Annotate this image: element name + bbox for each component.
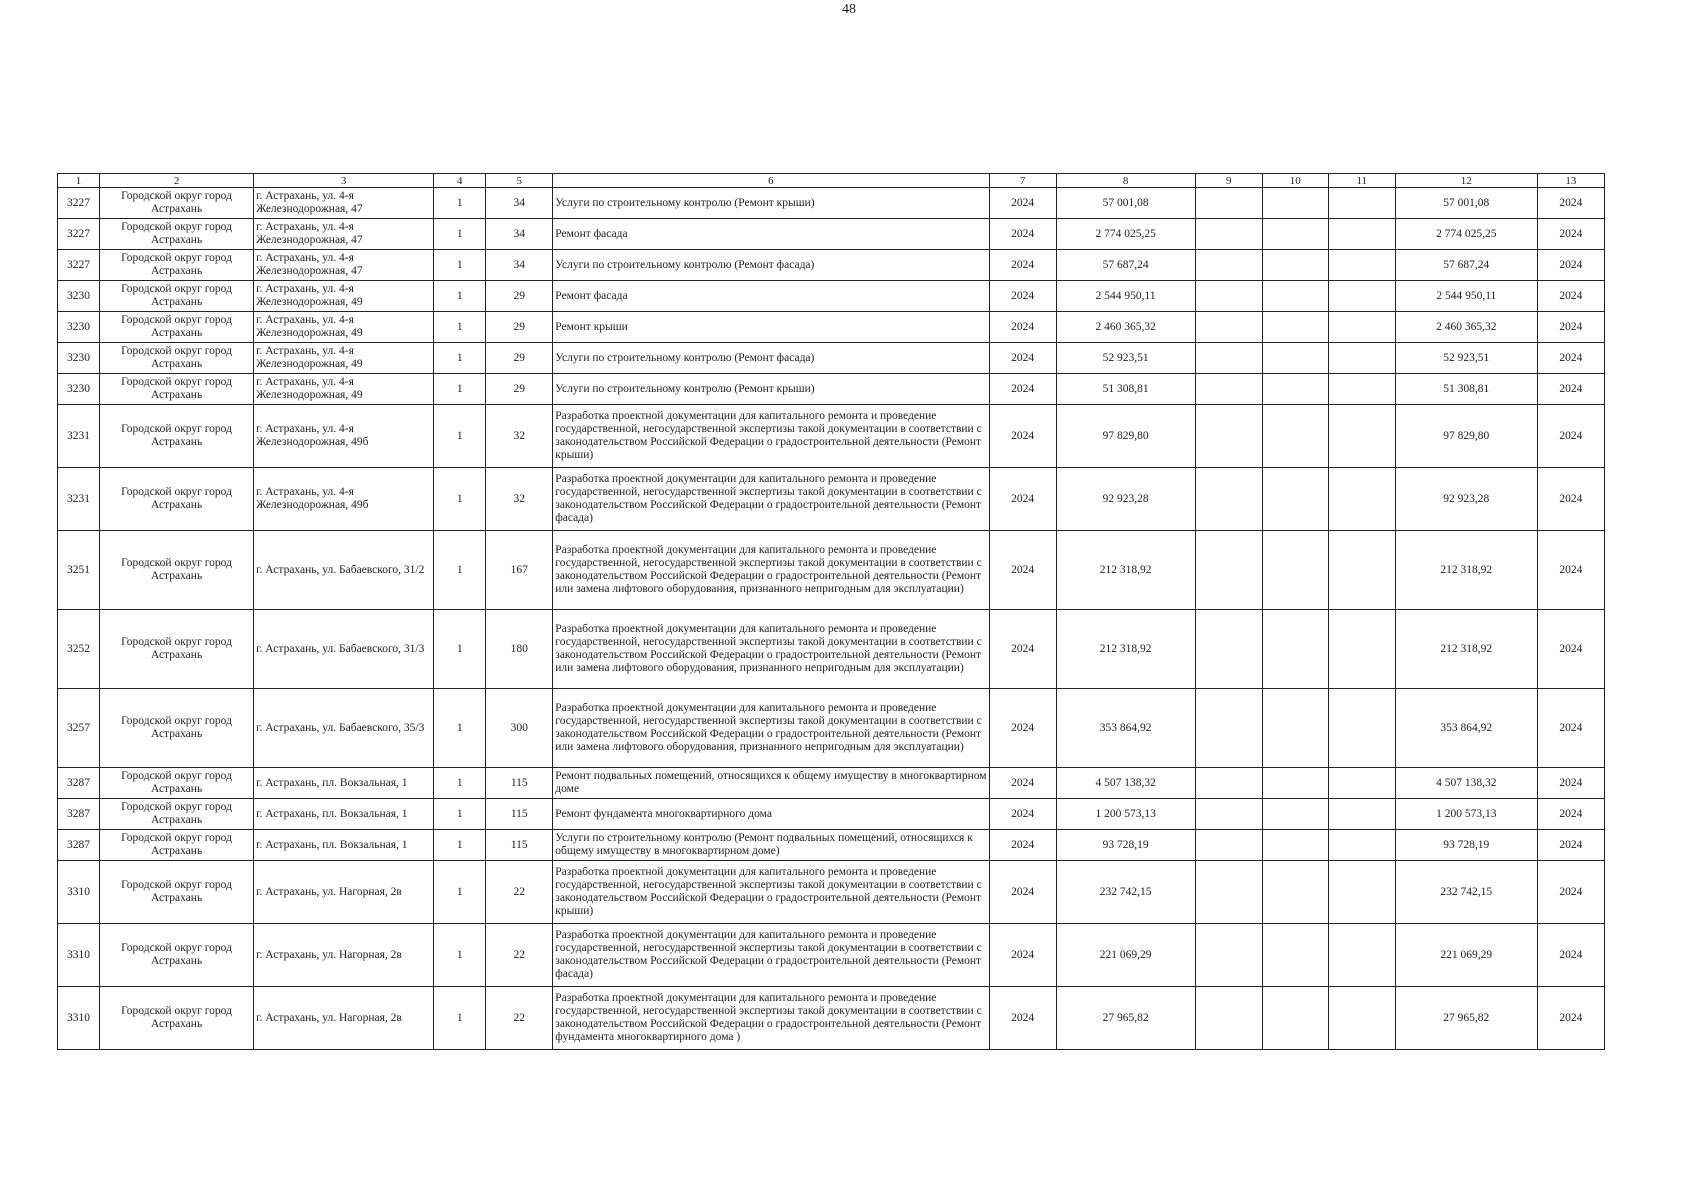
- column-header: 13: [1537, 174, 1604, 188]
- year-cell: 2024: [989, 768, 1056, 799]
- column-header: 1: [58, 174, 100, 188]
- total-cost-cell: 212 318,92: [1395, 610, 1537, 689]
- col-5-value-cell: 34: [486, 188, 553, 219]
- address-cell: г. Астрахань, пл. Вокзальная, 1: [254, 830, 434, 861]
- col-11-value-cell: [1328, 610, 1395, 689]
- table-header: [58, 174, 1605, 188]
- table-row: [58, 405, 1605, 468]
- year-cell: 2024: [989, 689, 1056, 768]
- year-cell: 2024: [989, 312, 1056, 343]
- cost-cell: 353 864,92: [1056, 689, 1195, 768]
- municipality-cell: Городской округ город Астрахань: [100, 219, 254, 250]
- work-description-cell: Разработка проектной документации для капитального ремонта и проведение государственной, негосударственной экспертизы такой документации в соответствии с законодательством Российской Федерации о градостроительной деятельности (Ремонт или замена лифтового оборудования, признанного непригодным для эксплуатации): [553, 610, 989, 689]
- cost-cell: 232 742,15: [1056, 861, 1195, 924]
- completion-year-cell: 2024: [1537, 188, 1604, 219]
- completion-year-cell: 2024: [1537, 830, 1604, 861]
- col-9-value-cell: [1195, 405, 1262, 468]
- total-cost-cell: 2 460 365,32: [1395, 312, 1537, 343]
- cost-cell: 51 308,81: [1056, 374, 1195, 405]
- work-description-cell: Разработка проектной документации для капитального ремонта и проведение государственной, негосударственной экспертизы такой документации в соответствии с законодательством Российской Федерации о градостроительной деятельности (Ремонт фундамента многоквартирного дома ): [553, 987, 989, 1050]
- col-11-value-cell: [1328, 250, 1395, 281]
- page-number: 48: [842, 2, 856, 17]
- work-description-cell: Услуги по строительному контролю (Ремонт подвальных помещений, относящихся к общему имуществу в многоквартирном доме): [553, 830, 989, 861]
- col-10-value-cell: [1262, 188, 1328, 219]
- work-description-cell: Разработка проектной документации для капитального ремонта и проведение государственной, негосударственной экспертизы такой документации в соответствии с законодательством Российской Федерации о градостроительной деятельности (Ремонт фасада): [553, 468, 989, 531]
- col-4-value-cell: 1: [434, 343, 486, 374]
- completion-year-cell: 2024: [1537, 219, 1604, 250]
- col-9-value-cell: [1195, 343, 1262, 374]
- col-9-value-cell: [1195, 924, 1262, 987]
- col-5-value-cell: 32: [486, 468, 553, 531]
- total-cost-cell: 92 923,28: [1395, 468, 1537, 531]
- work-description-cell: Разработка проектной документации для капитального ремонта и проведение государственной, негосударственной экспертизы такой документации в соответствии с законодательством Российской Федерации о градостроительной деятельности (Ремонт фасада): [553, 924, 989, 987]
- col-11-value-cell: [1328, 689, 1395, 768]
- col-4-value-cell: 1: [434, 768, 486, 799]
- col-9-value-cell: [1195, 799, 1262, 830]
- col-11-value-cell: [1328, 374, 1395, 405]
- total-cost-cell: 57 001,08: [1395, 188, 1537, 219]
- col-10-value-cell: [1262, 219, 1328, 250]
- work-description-cell: Услуги по строительному контролю (Ремонт фасада): [553, 343, 989, 374]
- col-11-value-cell: [1328, 924, 1395, 987]
- municipality-cell: Городской округ город Астрахань: [100, 799, 254, 830]
- cost-cell: 97 829,80: [1056, 405, 1195, 468]
- col-11-value-cell: [1328, 768, 1395, 799]
- col-4-value-cell: 1: [434, 799, 486, 830]
- year-cell: 2024: [989, 374, 1056, 405]
- col-10-value-cell: [1262, 689, 1328, 768]
- table-row: [58, 799, 1605, 830]
- address-cell: г. Астрахань, пл. Вокзальная, 1: [254, 768, 434, 799]
- col-5-value-cell: 32: [486, 405, 553, 468]
- col-11-value-cell: [1328, 861, 1395, 924]
- row-number-cell: 3287: [58, 830, 100, 861]
- col-4-value-cell: 1: [434, 281, 486, 312]
- table-row: [58, 987, 1605, 1050]
- table-row: [58, 312, 1605, 343]
- table-row: [58, 689, 1605, 768]
- col-4-value-cell: 1: [434, 405, 486, 468]
- address-cell: г. Астрахань, ул. 4-я Железнодорожная, 47: [254, 188, 434, 219]
- col-5-value-cell: 300: [486, 689, 553, 768]
- year-cell: 2024: [989, 924, 1056, 987]
- col-9-value-cell: [1195, 312, 1262, 343]
- table-row: [58, 861, 1605, 924]
- col-5-value-cell: 29: [486, 281, 553, 312]
- column-header: 4: [434, 174, 486, 188]
- col-9-value-cell: [1195, 281, 1262, 312]
- municipality-cell: Городской округ город Астрахань: [100, 250, 254, 281]
- cost-cell: 2 544 950,11: [1056, 281, 1195, 312]
- municipality-cell: Городской округ город Астрахань: [100, 374, 254, 405]
- completion-year-cell: 2024: [1537, 281, 1604, 312]
- address-cell: г. Астрахань, ул. Нагорная, 2в: [254, 924, 434, 987]
- address-cell: г. Астрахань, ул. 4-я Железнодорожная, 49: [254, 343, 434, 374]
- total-cost-cell: 232 742,15: [1395, 861, 1537, 924]
- work-description-cell: Ремонт фасада: [553, 281, 989, 312]
- col-9-value-cell: [1195, 610, 1262, 689]
- year-cell: 2024: [989, 861, 1056, 924]
- col-4-value-cell: 1: [434, 861, 486, 924]
- row-number-cell: 3310: [58, 924, 100, 987]
- table-row: [58, 188, 1605, 219]
- col-5-value-cell: 34: [486, 219, 553, 250]
- col-9-value-cell: [1195, 531, 1262, 610]
- year-cell: 2024: [989, 531, 1056, 610]
- work-description-cell: Ремонт подвальных помещений, относящихся к общему имуществу в многоквартирном доме: [553, 768, 989, 799]
- year-cell: 2024: [989, 987, 1056, 1050]
- cost-cell: 92 923,28: [1056, 468, 1195, 531]
- municipality-cell: Городской округ город Астрахань: [100, 830, 254, 861]
- col-4-value-cell: 1: [434, 312, 486, 343]
- table-body: [58, 188, 1605, 1050]
- completion-year-cell: 2024: [1537, 861, 1604, 924]
- row-number-cell: 3227: [58, 188, 100, 219]
- municipality-cell: Городской округ город Астрахань: [100, 987, 254, 1050]
- col-11-value-cell: [1328, 799, 1395, 830]
- address-cell: г. Астрахань, ул. Нагорная, 2в: [254, 987, 434, 1050]
- col-5-value-cell: 22: [486, 861, 553, 924]
- work-description-cell: Разработка проектной документации для капитального ремонта и проведение государственной, негосударственной экспертизы такой документации в соответствии с законодательством Российской Федерации о градостроительной деятельности (Ремонт крыши): [553, 405, 989, 468]
- row-number-cell: 3230: [58, 281, 100, 312]
- table-row: [58, 250, 1605, 281]
- address-cell: г. Астрахань, ул. 4-я Железнодорожная, 49: [254, 312, 434, 343]
- work-description-cell: Услуги по строительному контролю (Ремонт крыши): [553, 188, 989, 219]
- col-5-value-cell: 22: [486, 987, 553, 1050]
- col-10-value-cell: [1262, 312, 1328, 343]
- row-number-cell: 3231: [58, 468, 100, 531]
- year-cell: 2024: [989, 468, 1056, 531]
- cost-cell: 27 965,82: [1056, 987, 1195, 1050]
- col-4-value-cell: 1: [434, 374, 486, 405]
- cost-cell: 221 069,29: [1056, 924, 1195, 987]
- col-9-value-cell: [1195, 768, 1262, 799]
- col-10-value-cell: [1262, 343, 1328, 374]
- cost-cell: 93 728,19: [1056, 830, 1195, 861]
- completion-year-cell: 2024: [1537, 610, 1604, 689]
- col-11-value-cell: [1328, 405, 1395, 468]
- year-cell: 2024: [989, 219, 1056, 250]
- row-number-cell: 3287: [58, 799, 100, 830]
- col-10-value-cell: [1262, 374, 1328, 405]
- address-cell: г. Астрахань, ул. Бабаевского, 31/2: [254, 531, 434, 610]
- address-cell: г. Астрахань, ул. 4-я Железнодорожная, 47: [254, 219, 434, 250]
- municipality-cell: Городской округ город Астрахань: [100, 768, 254, 799]
- cost-cell: 2 460 365,32: [1056, 312, 1195, 343]
- total-cost-cell: 353 864,92: [1395, 689, 1537, 768]
- year-cell: 2024: [989, 281, 1056, 312]
- address-cell: г. Астрахань, ул. 4-я Железнодорожная, 49: [254, 281, 434, 312]
- col-10-value-cell: [1262, 250, 1328, 281]
- work-description-cell: Ремонт фундамента многоквартирного дома: [553, 799, 989, 830]
- total-cost-cell: 2 774 025,25: [1395, 219, 1537, 250]
- col-11-value-cell: [1328, 343, 1395, 374]
- col-10-value-cell: [1262, 768, 1328, 799]
- work-description-cell: Ремонт крыши: [553, 312, 989, 343]
- work-description-cell: Ремонт фасада: [553, 219, 989, 250]
- total-cost-cell: 1 200 573,13: [1395, 799, 1537, 830]
- completion-year-cell: 2024: [1537, 405, 1604, 468]
- col-10-value-cell: [1262, 924, 1328, 987]
- col-10-value-cell: [1262, 861, 1328, 924]
- municipality-cell: Городской округ город Астрахань: [100, 610, 254, 689]
- header-row: [58, 174, 1605, 188]
- cost-cell: 2 774 025,25: [1056, 219, 1195, 250]
- row-number-cell: 3231: [58, 405, 100, 468]
- col-4-value-cell: 1: [434, 830, 486, 861]
- row-number-cell: 3251: [58, 531, 100, 610]
- work-description-cell: Разработка проектной документации для капитального ремонта и проведение государственной, негосударственной экспертизы такой документации в соответствии с законодательством Российской Федерации о градостроительной деятельности (Ремонт крыши): [553, 861, 989, 924]
- completion-year-cell: 2024: [1537, 374, 1604, 405]
- col-10-value-cell: [1262, 610, 1328, 689]
- col-9-value-cell: [1195, 250, 1262, 281]
- address-cell: г. Астрахань, ул. 4-я Железнодорожная, 49б: [254, 468, 434, 531]
- column-header: 9: [1195, 174, 1262, 188]
- cost-cell: 212 318,92: [1056, 610, 1195, 689]
- col-4-value-cell: 1: [434, 250, 486, 281]
- repair-program-table: [57, 173, 1605, 1050]
- completion-year-cell: 2024: [1537, 343, 1604, 374]
- col-10-value-cell: [1262, 405, 1328, 468]
- col-5-value-cell: 22: [486, 924, 553, 987]
- col-5-value-cell: 115: [486, 830, 553, 861]
- table-row: [58, 219, 1605, 250]
- completion-year-cell: 2024: [1537, 468, 1604, 531]
- address-cell: г. Астрахань, ул. 4-я Железнодорожная, 49б: [254, 405, 434, 468]
- col-5-value-cell: 115: [486, 799, 553, 830]
- col-11-value-cell: [1328, 987, 1395, 1050]
- col-4-value-cell: 1: [434, 610, 486, 689]
- municipality-cell: Городской округ город Астрахань: [100, 924, 254, 987]
- year-cell: 2024: [989, 610, 1056, 689]
- row-number-cell: 3310: [58, 861, 100, 924]
- col-11-value-cell: [1328, 830, 1395, 861]
- total-cost-cell: 221 069,29: [1395, 924, 1537, 987]
- col-10-value-cell: [1262, 468, 1328, 531]
- year-cell: 2024: [989, 343, 1056, 374]
- row-number-cell: 3287: [58, 768, 100, 799]
- column-header: 10: [1262, 174, 1328, 188]
- year-cell: 2024: [989, 188, 1056, 219]
- row-number-cell: 3230: [58, 374, 100, 405]
- municipality-cell: Городской округ город Астрахань: [100, 468, 254, 531]
- table-row: [58, 768, 1605, 799]
- col-5-value-cell: 29: [486, 343, 553, 374]
- col-5-value-cell: 180: [486, 610, 553, 689]
- row-number-cell: 3252: [58, 610, 100, 689]
- column-header: 6: [553, 174, 989, 188]
- table-row: [58, 924, 1605, 987]
- row-number-cell: 3310: [58, 987, 100, 1050]
- total-cost-cell: 2 544 950,11: [1395, 281, 1537, 312]
- col-11-value-cell: [1328, 281, 1395, 312]
- cost-cell: 57 687,24: [1056, 250, 1195, 281]
- work-description-cell: Разработка проектной документации для капитального ремонта и проведение государственной, негосударственной экспертизы такой документации в соответствии с законодательством Российской Федерации о градостроительной деятельности (Ремонт или замена лифтового оборудования, признанного непригодным для эксплуатации): [553, 689, 989, 768]
- address-cell: г. Астрахань, ул. Нагорная, 2в: [254, 861, 434, 924]
- work-description-cell: Услуги по строительному контролю (Ремонт крыши): [553, 374, 989, 405]
- col-4-value-cell: 1: [434, 924, 486, 987]
- total-cost-cell: 93 728,19: [1395, 830, 1537, 861]
- col-9-value-cell: [1195, 830, 1262, 861]
- cost-cell: 212 318,92: [1056, 531, 1195, 610]
- completion-year-cell: 2024: [1537, 768, 1604, 799]
- col-4-value-cell: 1: [434, 468, 486, 531]
- table-row: [58, 374, 1605, 405]
- municipality-cell: Городской округ город Астрахань: [100, 689, 254, 768]
- col-10-value-cell: [1262, 987, 1328, 1050]
- column-header: 2: [100, 174, 254, 188]
- municipality-cell: Городской округ город Астрахань: [100, 531, 254, 610]
- col-11-value-cell: [1328, 468, 1395, 531]
- municipality-cell: Городской округ город Астрахань: [100, 312, 254, 343]
- municipality-cell: Городской округ город Астрахань: [100, 281, 254, 312]
- address-cell: г. Астрахань, пл. Вокзальная, 1: [254, 799, 434, 830]
- col-9-value-cell: [1195, 987, 1262, 1050]
- table-row: [58, 343, 1605, 374]
- cost-cell: 52 923,51: [1056, 343, 1195, 374]
- table-row: [58, 468, 1605, 531]
- completion-year-cell: 2024: [1537, 531, 1604, 610]
- cost-cell: 57 001,08: [1056, 188, 1195, 219]
- work-description-cell: Разработка проектной документации для капитального ремонта и проведение государственной, негосударственной экспертизы такой документации в соответствии с законодательством Российской Федерации о градостроительной деятельности (Ремонт или замена лифтового оборудования, признанного непригодным для эксплуатации): [553, 531, 989, 610]
- completion-year-cell: 2024: [1537, 924, 1604, 987]
- total-cost-cell: 27 965,82: [1395, 987, 1537, 1050]
- column-header: 5: [486, 174, 553, 188]
- completion-year-cell: 2024: [1537, 312, 1604, 343]
- address-cell: г. Астрахань, ул. 4-я Железнодорожная, 47: [254, 250, 434, 281]
- col-4-value-cell: 1: [434, 689, 486, 768]
- col-4-value-cell: 1: [434, 219, 486, 250]
- year-cell: 2024: [989, 405, 1056, 468]
- year-cell: 2024: [989, 830, 1056, 861]
- completion-year-cell: 2024: [1537, 250, 1604, 281]
- row-number-cell: 3227: [58, 219, 100, 250]
- table-row: [58, 830, 1605, 861]
- row-number-cell: 3227: [58, 250, 100, 281]
- col-4-value-cell: 1: [434, 531, 486, 610]
- col-11-value-cell: [1328, 312, 1395, 343]
- work-description-cell: Услуги по строительному контролю (Ремонт фасада): [553, 250, 989, 281]
- address-cell: г. Астрахань, ул. Бабаевского, 31/3: [254, 610, 434, 689]
- col-11-value-cell: [1328, 531, 1395, 610]
- table-row: [58, 281, 1605, 312]
- municipality-cell: Городской округ город Астрахань: [100, 405, 254, 468]
- cost-cell: 4 507 138,32: [1056, 768, 1195, 799]
- total-cost-cell: 57 687,24: [1395, 250, 1537, 281]
- total-cost-cell: 97 829,80: [1395, 405, 1537, 468]
- col-10-value-cell: [1262, 799, 1328, 830]
- col-5-value-cell: 29: [486, 374, 553, 405]
- col-9-value-cell: [1195, 219, 1262, 250]
- total-cost-cell: 4 507 138,32: [1395, 768, 1537, 799]
- address-cell: г. Астрахань, ул. 4-я Железнодорожная, 49: [254, 374, 434, 405]
- column-header: 7: [989, 174, 1056, 188]
- row-number-cell: 3230: [58, 343, 100, 374]
- completion-year-cell: 2024: [1537, 799, 1604, 830]
- col-9-value-cell: [1195, 188, 1262, 219]
- col-11-value-cell: [1328, 219, 1395, 250]
- col-10-value-cell: [1262, 830, 1328, 861]
- column-header: 11: [1328, 174, 1395, 188]
- total-cost-cell: 212 318,92: [1395, 531, 1537, 610]
- row-number-cell: 3230: [58, 312, 100, 343]
- col-4-value-cell: 1: [434, 987, 486, 1050]
- total-cost-cell: 52 923,51: [1395, 343, 1537, 374]
- col-11-value-cell: [1328, 188, 1395, 219]
- col-4-value-cell: 1: [434, 188, 486, 219]
- municipality-cell: Городской округ город Астрахань: [100, 188, 254, 219]
- completion-year-cell: 2024: [1537, 689, 1604, 768]
- col-10-value-cell: [1262, 281, 1328, 312]
- column-header: 8: [1056, 174, 1195, 188]
- municipality-cell: Городской округ город Астрахань: [100, 861, 254, 924]
- col-5-value-cell: 29: [486, 312, 553, 343]
- col-5-value-cell: 167: [486, 531, 553, 610]
- col-9-value-cell: [1195, 374, 1262, 405]
- col-5-value-cell: 115: [486, 768, 553, 799]
- completion-year-cell: 2024: [1537, 987, 1604, 1050]
- row-number-cell: 3257: [58, 689, 100, 768]
- table-row: [58, 531, 1605, 610]
- col-9-value-cell: [1195, 861, 1262, 924]
- cost-cell: 1 200 573,13: [1056, 799, 1195, 830]
- col-9-value-cell: [1195, 468, 1262, 531]
- col-10-value-cell: [1262, 531, 1328, 610]
- table-row: [58, 610, 1605, 689]
- column-header: 12: [1395, 174, 1537, 188]
- column-header: 3: [254, 174, 434, 188]
- municipality-cell: Городской округ город Астрахань: [100, 343, 254, 374]
- col-5-value-cell: 34: [486, 250, 553, 281]
- col-9-value-cell: [1195, 689, 1262, 768]
- address-cell: г. Астрахань, ул. Бабаевского, 35/3: [254, 689, 434, 768]
- total-cost-cell: 51 308,81: [1395, 374, 1537, 405]
- year-cell: 2024: [989, 799, 1056, 830]
- year-cell: 2024: [989, 250, 1056, 281]
